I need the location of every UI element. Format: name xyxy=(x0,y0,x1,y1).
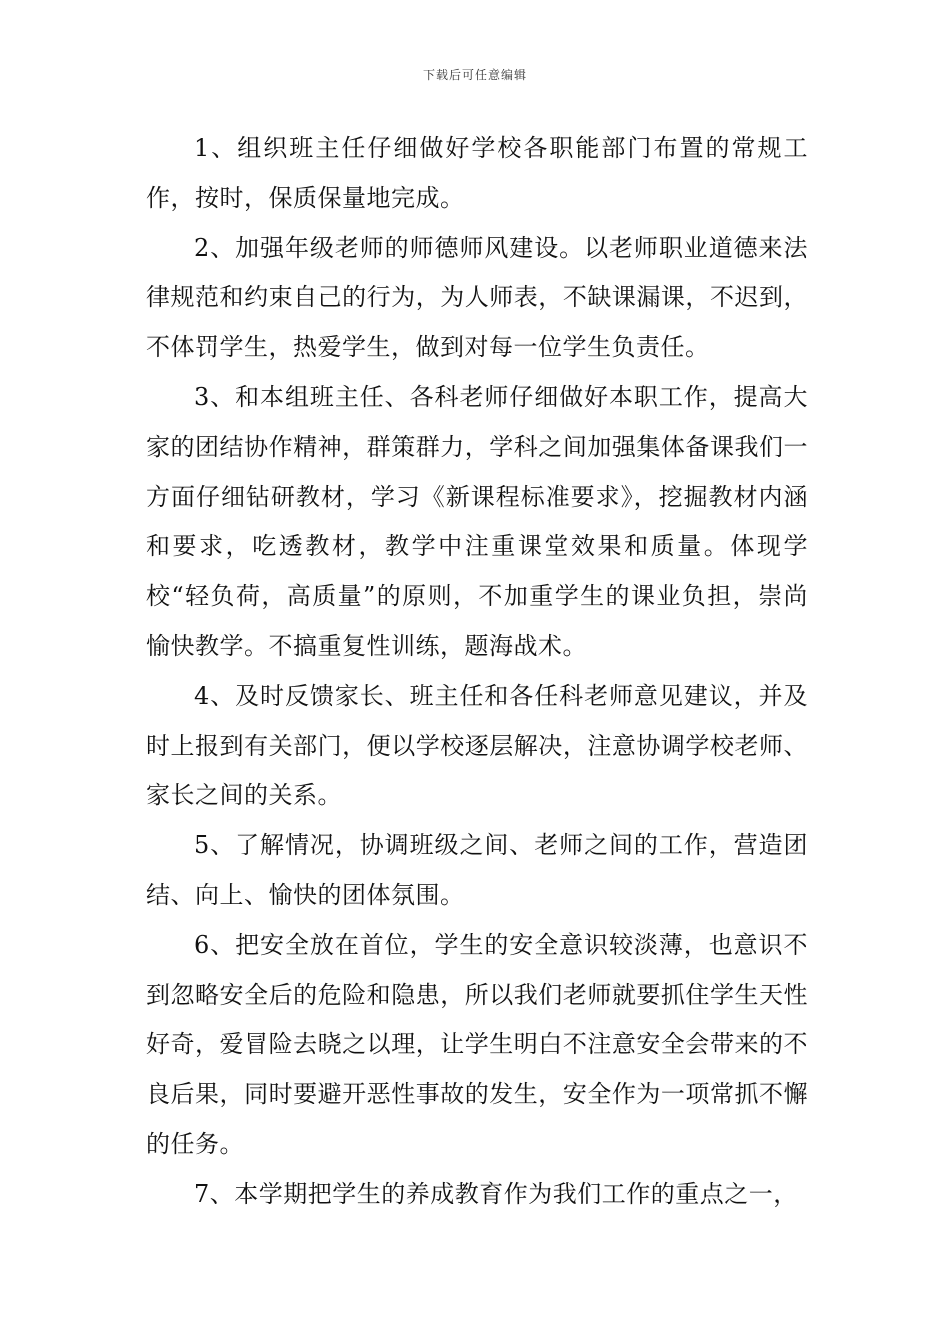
paragraph-2: 2、加强年级老师的师德师风建设。以老师职业道德来法律规范和约束自己的行为，为人师表，不缺课漏课，不迟到，不体罚学生，热爱学生，做到对每一位学生负责任。 xyxy=(146,233,808,362)
document-body xyxy=(146,124,808,1220)
paragraph-1: 1、组织班主任仔细做好学校各职能部门布置的常规工作，按时，保质保量地完成。 xyxy=(146,134,808,212)
paragraph-7: 7、本学期把学生的养成教育作为我们工作的重点之一， xyxy=(194,1179,798,1208)
page-header: 下载后可任意编辑 xyxy=(422,68,527,82)
paragraph-4: 4、及时反馈家长、班主任和各任科老师意见建议，并及时上报到有关部门，便以学校逐层解决，注意协调学校老师、家长之间的关系。 xyxy=(146,681,808,810)
paragraph-5: 5、了解情况，协调班级之间、老师之间的工作，营造团结、向上、愉快的团体氛围。 xyxy=(146,831,808,909)
paragraph-6: 6、把安全放在首位，学生的安全意识较淡薄，也意识不到忽略安全后的危险和隐患，所以我们老师就要抓住学生天性好奇，爱冒险去晓之以理，让学生明白不注意安全会带来的不良后果，同时要避开恶性事故的发生，安全作为一项常抓不懈的任务。 xyxy=(146,930,808,1158)
paragraph-3: 3、和本组班主任、各科老师仔细做好本职工作，提高大家的团结协作精神，群策群力，学科之间加强集体备课我们一方面仔细钻研教材，学习《新课程标准要求》，挖掘教材内涵和要求，吃透教材，教学中注重课堂效果和质量。体现学校“轻负荷，高质量”的原则，不加重学生的课业负担，崇尚愉快教学。不搞重复性训练，题海战术。 xyxy=(146,382,808,660)
